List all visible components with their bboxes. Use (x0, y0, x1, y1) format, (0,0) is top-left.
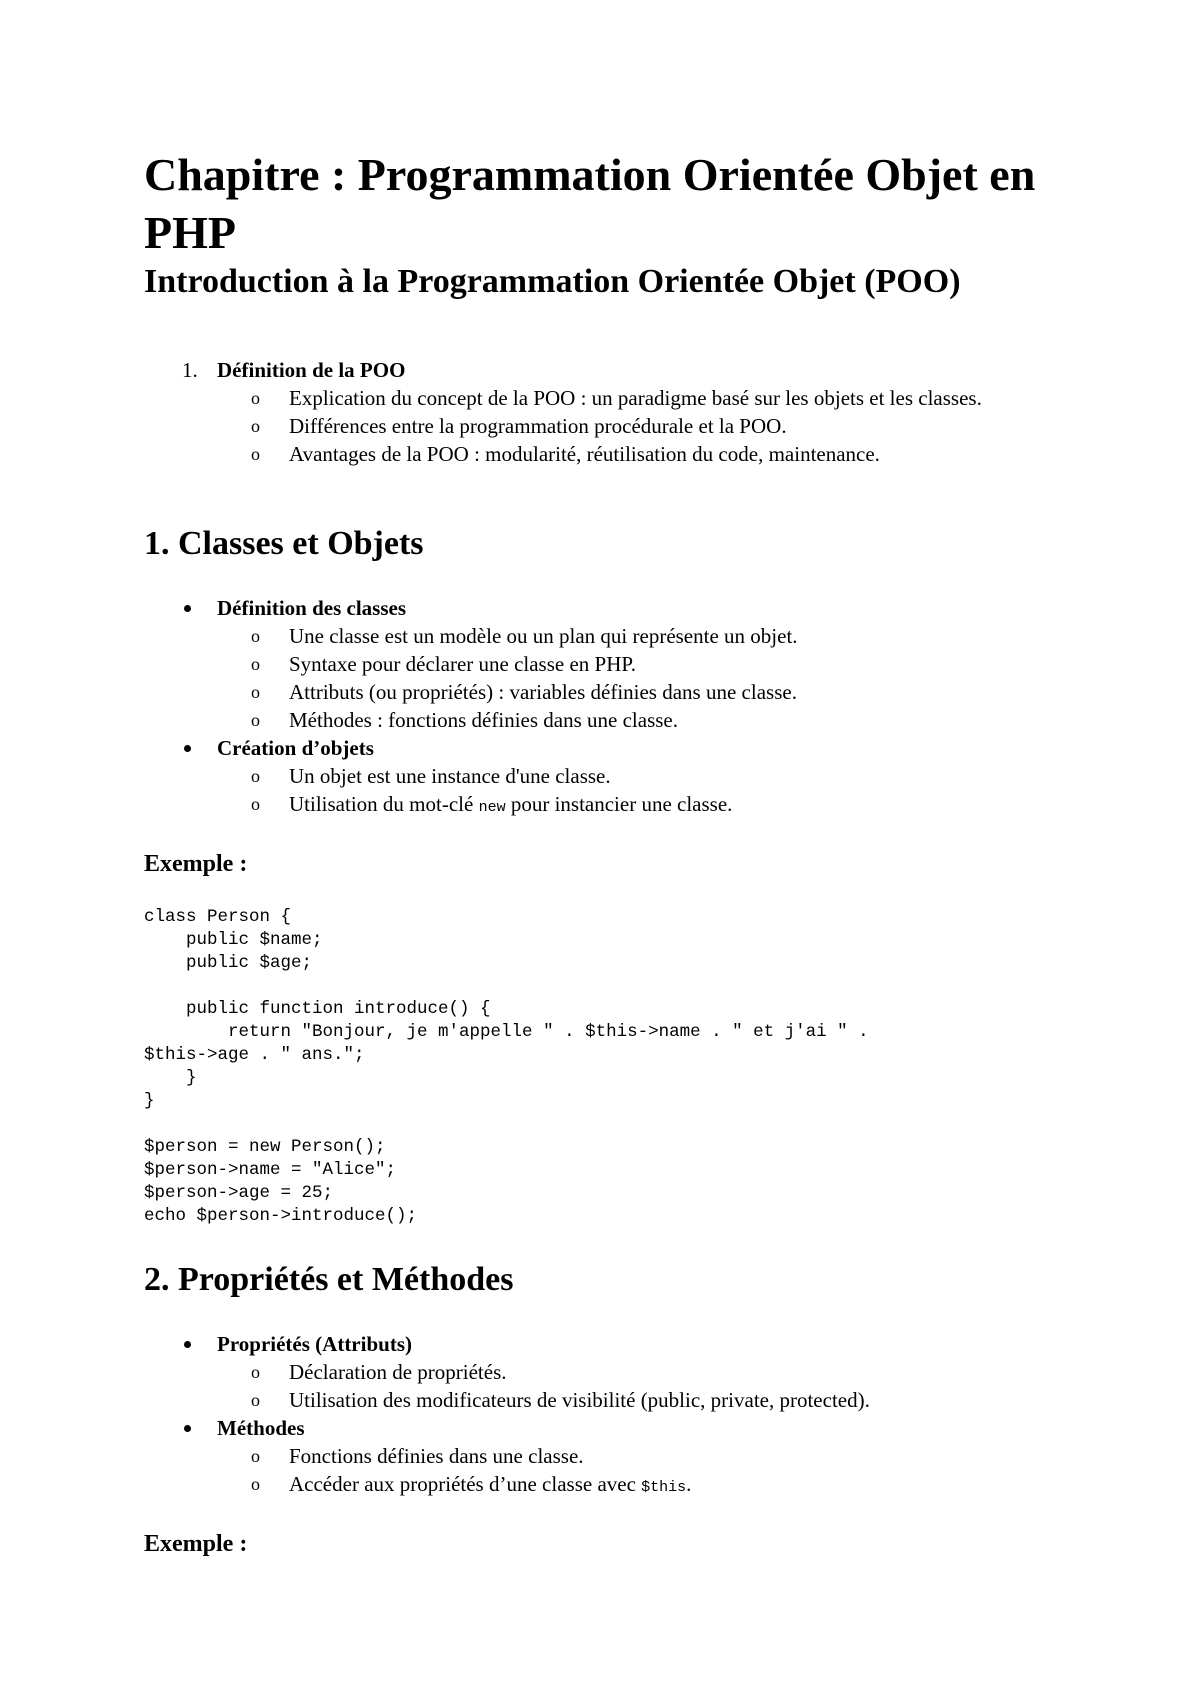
circle-bullet-icon: o (251, 1390, 260, 1410)
sub-item: o Différences entre la programmation procédurale et la POO. (251, 414, 787, 438)
example-label: Exemple : (144, 851, 248, 877)
page-title: Chapitre : Programmation Orientée Objet en PHP (144, 149, 1036, 258)
circle-bullet-icon: o (251, 1474, 260, 1494)
list-item (144, 594, 1044, 622)
section-heading: 1. Classes et Objets (144, 525, 424, 562)
list-number: 1. (182, 358, 198, 382)
list-item (144, 1330, 1044, 1358)
item-title: Méthodes (217, 1416, 305, 1440)
sub-item: o Syntaxe pour déclarer une classe en PHP. (251, 652, 636, 676)
sub-item: o Explication du concept de la POO : un paradigme basé sur les objets et les classes. (251, 386, 982, 410)
item-title: Création d’objets (217, 736, 374, 760)
intro-list (144, 356, 1044, 468)
inline-code: $this (641, 1479, 687, 1496)
item-title: Définition des classes (217, 596, 406, 620)
section2-list (144, 1330, 1044, 1502)
sub-item: o Un objet est une instance d'une classe. (251, 764, 611, 788)
example-label: Exemple : (144, 1531, 248, 1557)
circle-bullet-icon: o (251, 1362, 260, 1382)
circle-bullet-icon: o (251, 682, 260, 702)
sub-item: o Fonctions définies dans une classe. (251, 1444, 584, 1468)
sub-item: o Une classe est un modèle ou un plan qui représente un objet. (251, 624, 798, 648)
bullet-icon (184, 1341, 191, 1348)
sub-item: o Déclaration de propriétés. (251, 1360, 507, 1384)
code-block: class Person { public $name; public $age; public function introduce() { return "Bonjour, je m'appelle " . $this->name . " et j'ai " . $this->age . " ans."; } } $person = new Person(); $person->name = "Alice"; $person->age = 25; echo $person->introduce(); (144, 907, 869, 1226)
circle-bullet-icon: o (251, 416, 260, 436)
list-item (144, 356, 1044, 384)
list-item (144, 734, 1044, 762)
item-title: Définition de la POO (217, 358, 406, 382)
circle-bullet-icon: o (251, 444, 260, 464)
circle-bullet-icon: o (251, 794, 260, 814)
sub-item: o Utilisation du mot-clé new pour instancier une classe. (251, 792, 733, 816)
circle-bullet-icon: o (251, 710, 260, 730)
sub-item: o Accéder aux propriétés d’une classe avec $this. (251, 1472, 692, 1496)
list-item (144, 1414, 1044, 1442)
inline-code: new (478, 799, 506, 816)
circle-bullet-icon: o (251, 1446, 260, 1466)
sub-item: o Méthodes : fonctions définies dans une classe. (251, 708, 678, 732)
section-heading: 2. Propriétés et Méthodes (144, 1261, 514, 1298)
circle-bullet-icon: o (251, 388, 260, 408)
circle-bullet-icon: o (251, 766, 260, 786)
item-title: Propriétés (Attributs) (217, 1332, 412, 1356)
bullet-icon (184, 1425, 191, 1432)
bullet-icon (184, 745, 191, 752)
sub-item: o Avantages de la POO : modularité, réutilisation du code, maintenance. (251, 442, 880, 466)
bullet-icon (184, 605, 191, 612)
sub-item: o Attributs (ou propriétés) : variables définies dans une classe. (251, 680, 797, 704)
circle-bullet-icon: o (251, 626, 260, 646)
section1-list (144, 594, 1044, 822)
sub-item: o Utilisation des modificateurs de visibilité (public, private, protected). (251, 1388, 870, 1412)
intro-heading: Introduction à la Programmation Orientée Objet (POO) (144, 263, 961, 300)
circle-bullet-icon: o (251, 654, 260, 674)
